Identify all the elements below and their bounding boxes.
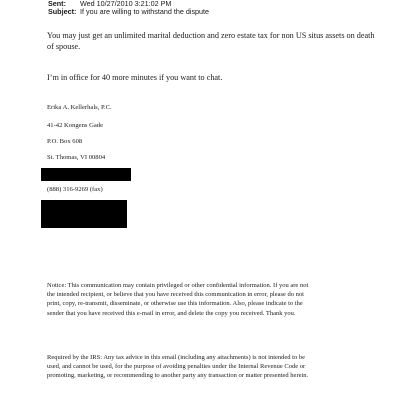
notice-line: the intended recipient, or believe that you have received this communication in error, please do not: [47, 291, 304, 299]
signature-address-line-2: P.O. Box 608: [47, 138, 83, 145]
subject-value: If you are willing to withstand the dispute: [80, 7, 210, 16]
confidentiality-notice: [47, 281, 377, 318]
signature-fax: (888) 316-9269 (fax): [47, 186, 103, 193]
notice-line: Notice: This communication may contain privileged or other confidential information. If you are not: [47, 282, 309, 289]
signature-address-line-1: 41-42 Kongens Gade: [47, 122, 104, 129]
sent-value: Wed 10/27/2010 3:21:02 PM: [80, 0, 172, 8]
subject-row: [48, 8, 209, 16]
irs-line: promoting, marketing, or recommending to another party any transaction or matter presented herein.: [47, 372, 309, 380]
signature-name: Erika A. Kellerhals, P.C.: [47, 104, 112, 111]
body-paragraph-1: You may just get an unlimited marital deduction and zero estate tax for non US situs assets on death of spouse.: [47, 31, 375, 51]
signature-city: St. Thomas, VI 00804: [47, 154, 106, 161]
irs-line: Required by the IRS: Any tax advice in this email (including any attachments) is not intended to be: [47, 354, 305, 361]
sent-label: Sent:: [48, 0, 66, 8]
body-paragraph-2: I’m in office for 40 more minutes if you want to chat.: [47, 73, 223, 82]
subject-label: Subject:: [48, 7, 77, 16]
redaction-box: [41, 200, 127, 228]
irs-disclaimer: [47, 353, 377, 381]
irs-line: used, and cannot be used, for the purpose of avoiding penalties under the Internal Revenue Code or: [47, 363, 306, 371]
notice-line: print, copy, re-transmit, disseminate, or otherwise use this information. Also, please indicate to the: [47, 300, 303, 308]
redaction-box: [41, 168, 131, 181]
notice-line: sender that you have received this e-mail in error, and delete the copy you received. Thank you.: [47, 309, 296, 317]
